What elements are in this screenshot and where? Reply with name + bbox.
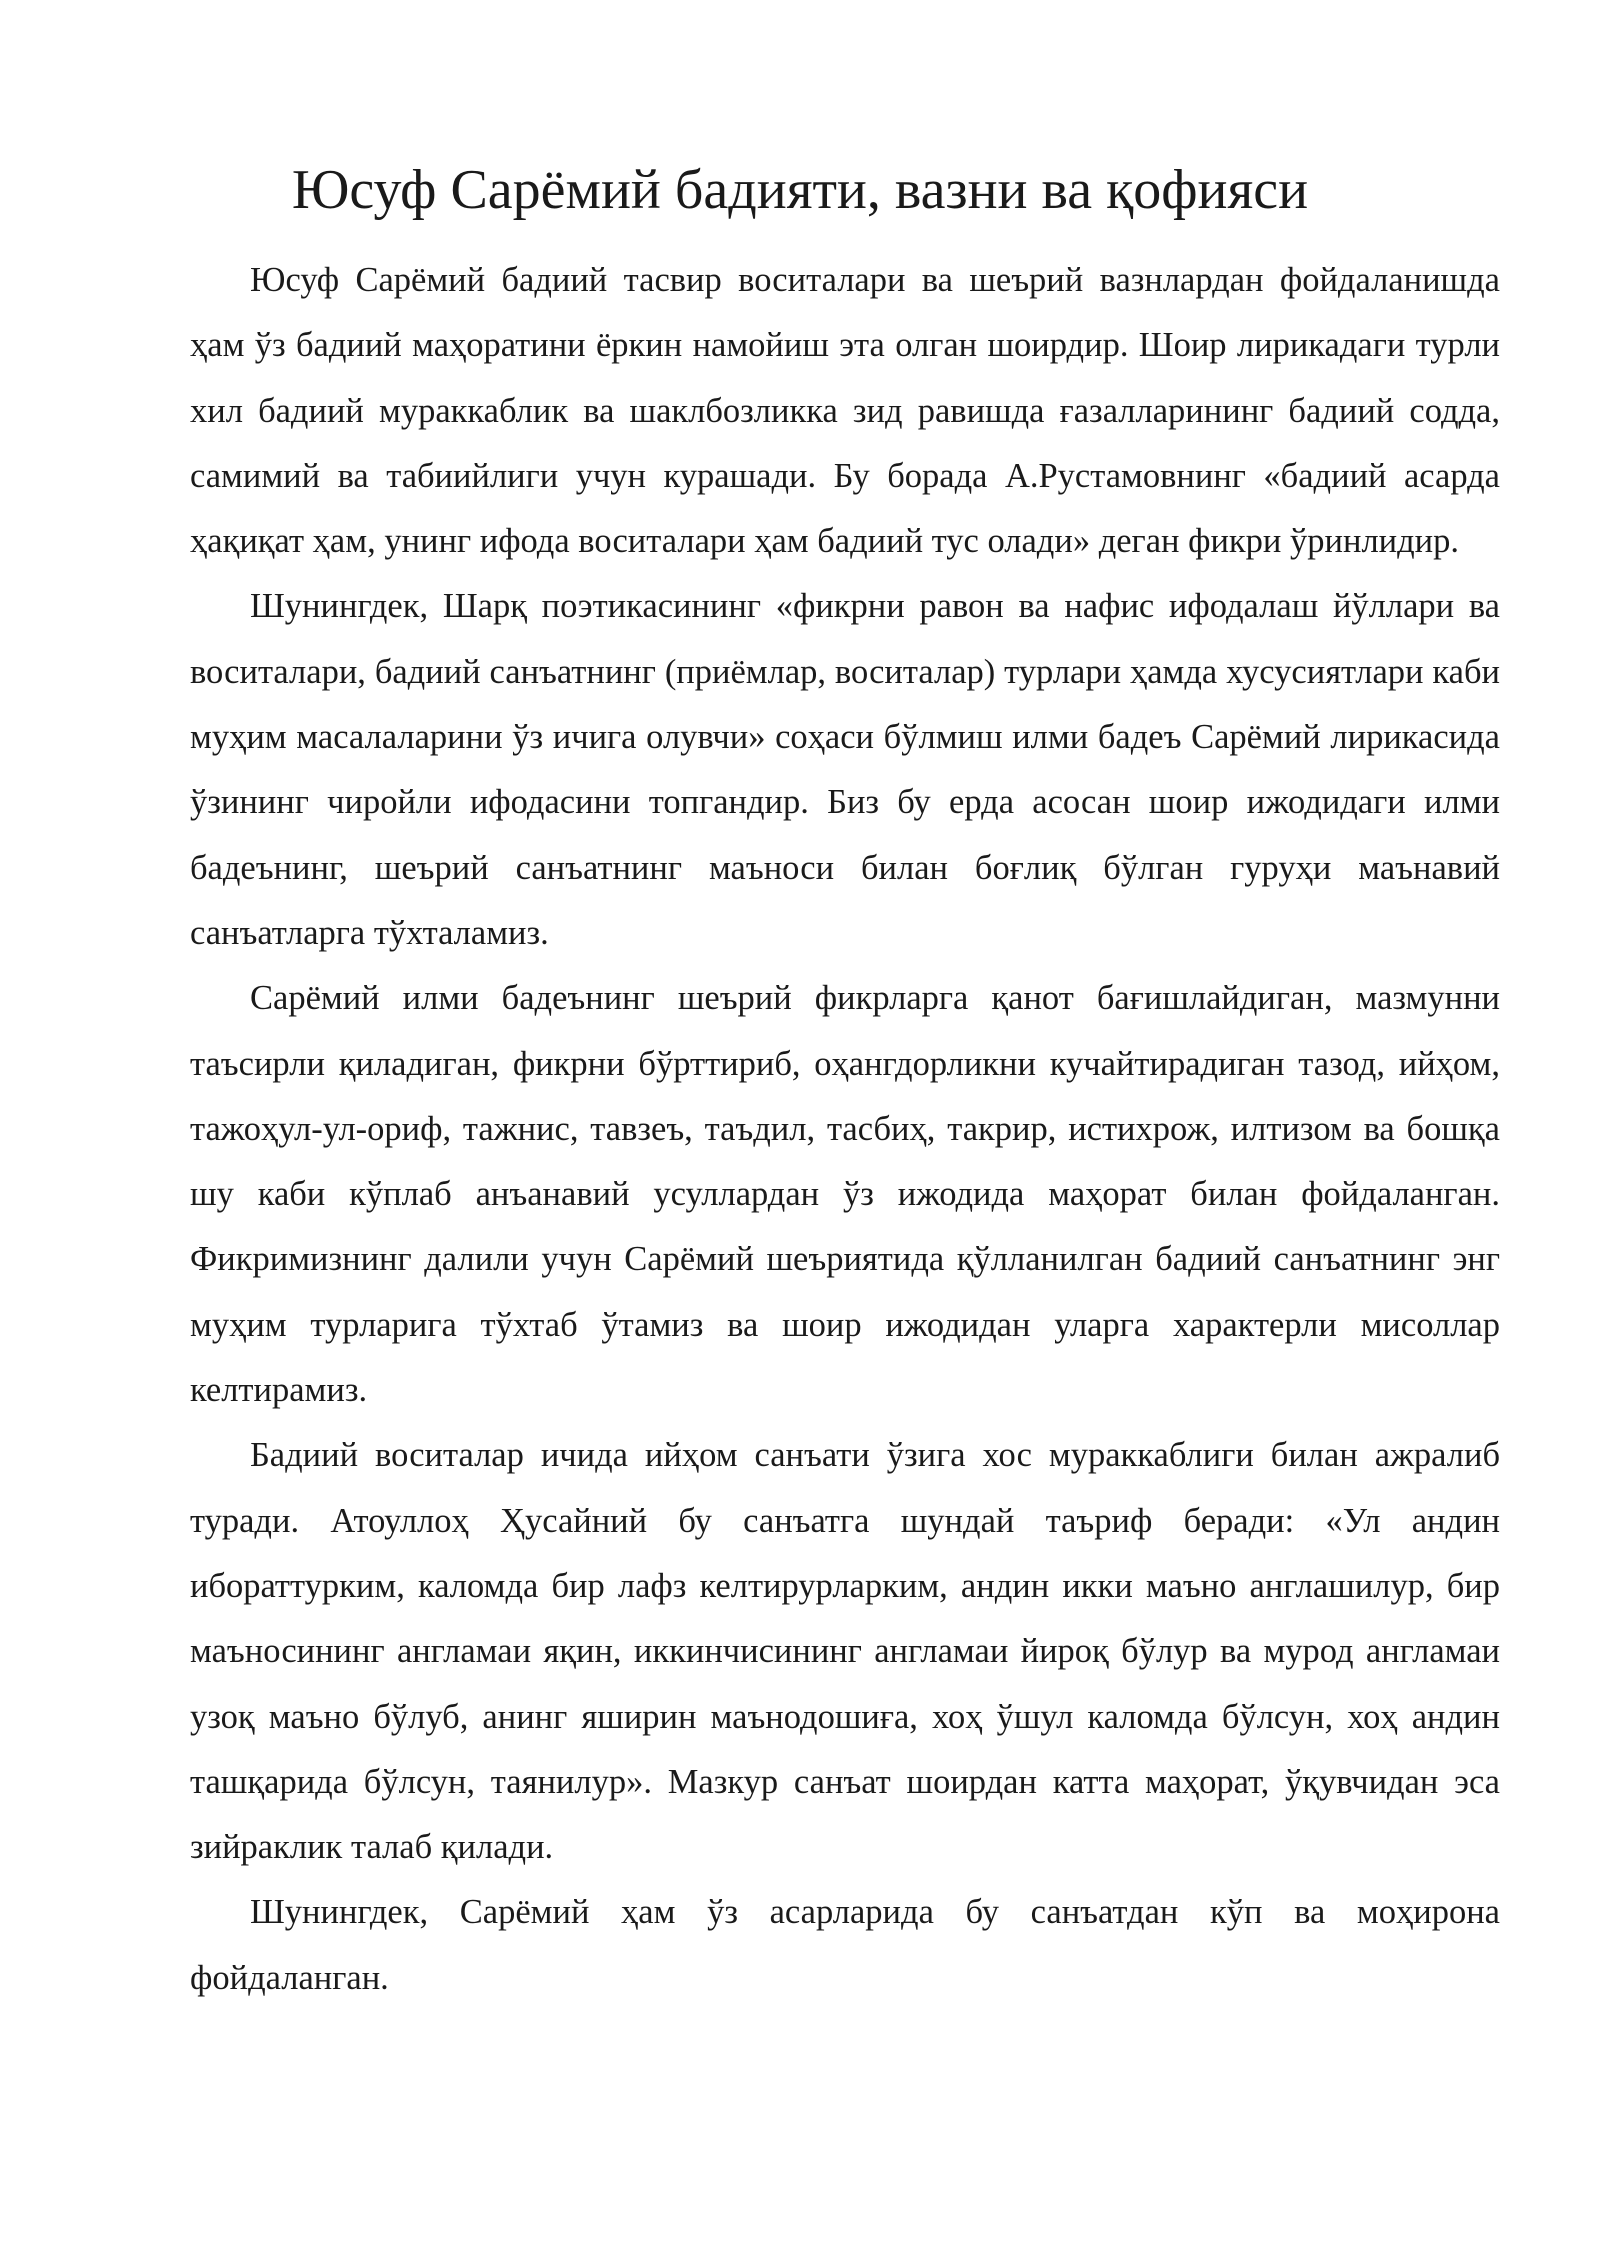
paragraph: Юсуф Сарёмий бадиий тасвир воситалари ва шеърий вазнлардан фойдаланишда ҳам ўз бадиий маҳоратини ёркин намойиш эта олган шоирдир. Шоир лирикадаги турли хил бадиий мураккаблик ва шаклбозликка зид равишда ғазалларининг бадиий содда, самимий ва табиийлиги учун курашади. Бу борада А.Рустамовнинг «бадиий асарда ҳақиқат ҳам, унинг ифода воситалари ҳам бадиий тус олади» деган фикри ўринлидир. <box>190 261 1500 561</box>
paragraph: Сарёмий илми бадеънинг шеърий фикрларга қанот бағишлайдиган, мазмунни таъсирли қиладиган, фикрни бўрттириб, оҳангдорликни кучайтирадиган тазод, ийҳом, тажоҳул-ул-ориф, тажнис, тавзеъ, таъдил, тасбиҳ, такрир, истихрож, илтизом ва бошқа шу каби кўплаб анъанавий усуллардан ўз ижодида маҳорат билан фойдаланган. Фикримизнинг далили учун Сарёмий шеъриятида қўлланилган бадиий санъатнинг энг муҳим турларига тўхтаб ўтамиз ва шоир ижодидан уларга характерли мисоллар келтирамиз. <box>190 979 1500 1410</box>
document-title: Юсуф Сарёмий бадияти, вазни ва қофияси <box>291 159 1309 221</box>
paragraph: Шунингдек, Сарёмий ҳам ўз асарларида бу санъатдан кўп ва моҳирона фойдаланган. <box>190 1893 1500 1997</box>
paragraph: Бадиий воситалар ичида ийҳом санъати ўзига хос мураккаблиги билан ажралиб туради. Атоуллоҳ Ҳусайний бу санъатга шундай таъриф беради: «Ул андин ибораттурким, каломда бир лафз келтирурларким, андин икки маъно англашилур, бир маъносининг англамаи яқин, иккинчисининг англамаи йироқ бўлур ва мурод англамаи узоқ маъно бўлуб, анинг яширин маънодошиға, хоҳ ўшул каломда бўлсун, хоҳ андин ташқарида бўлсун, таянилур». Мазкур санъат шоирдан катта маҳорат, ўқувчидан эса зийраклик талаб қилади. <box>190 1436 1500 1867</box>
document-body <box>190 248 1500 2011</box>
paragraph: Шунингдек, Шарқ поэтикасининг «фикрни равон ва нафис ифодалаш йўллари ва воситалари, бадиий санъатнинг (приёмлар, воситалар) турлари ҳамда хусусиятлари каби муҳим масалаларини ўз ичига олувчи» соҳаси бўлмиш илми бадеъ Сарёмий лирикасида ўзининг чиройли ифодасини топгандир. Биз бу ерда асосан шоир ижодидаги илми бадеънинг, шеърий санъатнинг маъноси билан боғлиқ бўлган гуруҳи маънавий санъатларга тўхталамиз. <box>190 587 1500 952</box>
